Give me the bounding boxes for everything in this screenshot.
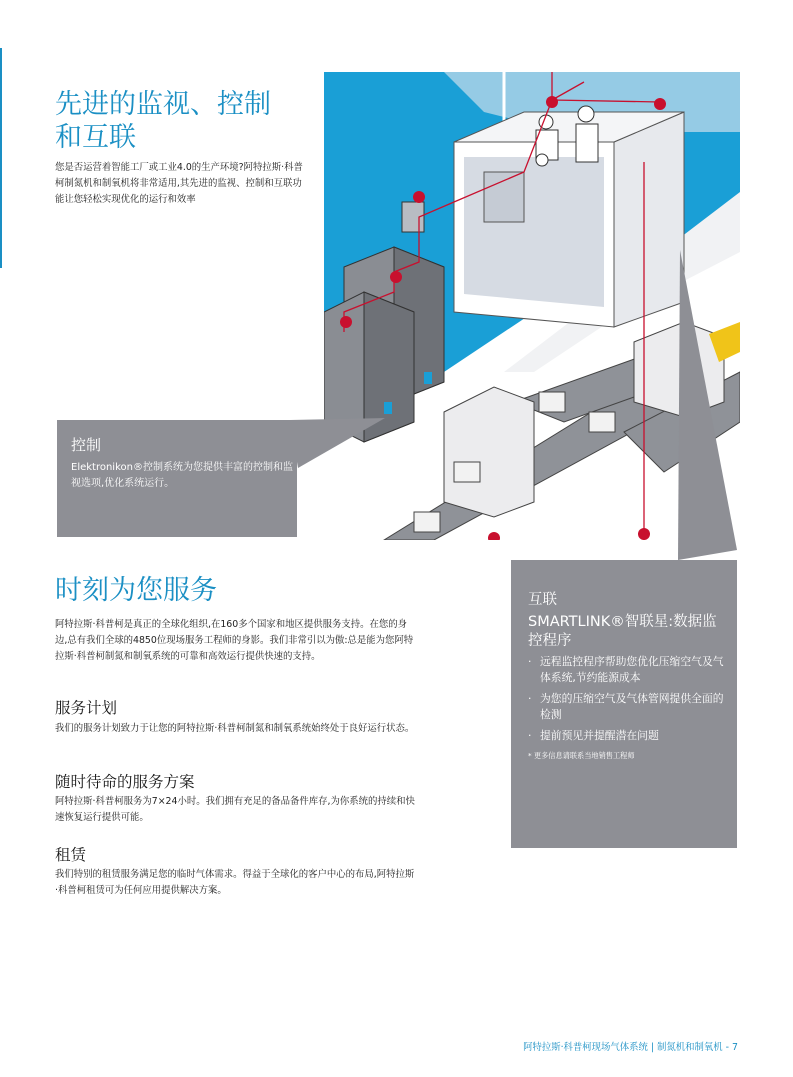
- page-footer: 阿特拉斯·科普柯现场气体系统 | 制氮机和制氧机 - 7: [523, 1042, 738, 1053]
- section-title-monitoring: 先进的监视、控制 和互联: [55, 89, 271, 153]
- section-intro-monitoring: 您是否运营着智能工厂或工业4.0的生产环境?阿特拉斯·科普柯制氮机和制氧机将非常适用,其先进的监视、控制和互联功能让您轻松实现优化的运行和效率: [55, 162, 303, 205]
- list-item: · 远程监控程序帮助您优化压缩空气及气体系统,节约能源成本: [528, 654, 728, 686]
- callout-connect-title: 互联: [528, 592, 557, 608]
- on-call-heading: 随时待命的服务方案: [55, 773, 195, 791]
- callout-pointer-right: [660, 250, 740, 570]
- list-item: · 为您的压缩空气及气体管网提供全面的检测: [528, 691, 728, 723]
- service-intro: 阿特拉斯·科普柯是真正的全球化组织,在160多个国家和地区提供服务支持。在您的身边,总有我们全球的4850位现场服务工程师的身影。我们非常引以为傲:总是能为您阿特拉斯·科普柯制氮和制氧系统的可靠和高效运行提供快速的支持。: [55, 619, 414, 662]
- service-plan-body: 我们的服务计划致力于让您的阿特拉斯·科普柯制氮和制氧系统始终处于良好运行状态。: [55, 723, 415, 734]
- section-title-service: 时刻为您服务: [55, 575, 217, 606]
- list-item: · 提前预见并提醒潜在问题: [528, 728, 728, 744]
- service-plan-heading: 服务计划: [55, 699, 118, 717]
- callout-control: [57, 420, 297, 537]
- callout-control-body: Elektronikon®控制系统为您提供丰富的控制和监视选项,优化系统运行。: [71, 462, 293, 489]
- callout-connect-list: [528, 654, 728, 749]
- callout-connect-note: * 更多信息请联系当地销售工程师: [528, 751, 635, 760]
- rental-body: 我们特别的租赁服务满足您的临时气体需求。得益于全球化的客户中心的布局,阿特拉斯·科普柯租赁可为任何应用提供解决方案。: [55, 869, 415, 896]
- callout-connect: [511, 560, 737, 848]
- left-accent-bar: [0, 48, 2, 268]
- rental-heading: 租赁: [55, 846, 87, 864]
- on-call-body: 阿特拉斯·科普柯服务为7×24小时。我们拥有充足的备品备件库存,为你系统的持续和快速恢复运行提供可能。: [55, 796, 415, 823]
- callout-connect-subtitle: SMARTLINK®智联星:数据监控程序: [528, 614, 717, 649]
- callout-control-title: 控制: [71, 436, 102, 454]
- callout-pointer-left: [290, 418, 390, 478]
